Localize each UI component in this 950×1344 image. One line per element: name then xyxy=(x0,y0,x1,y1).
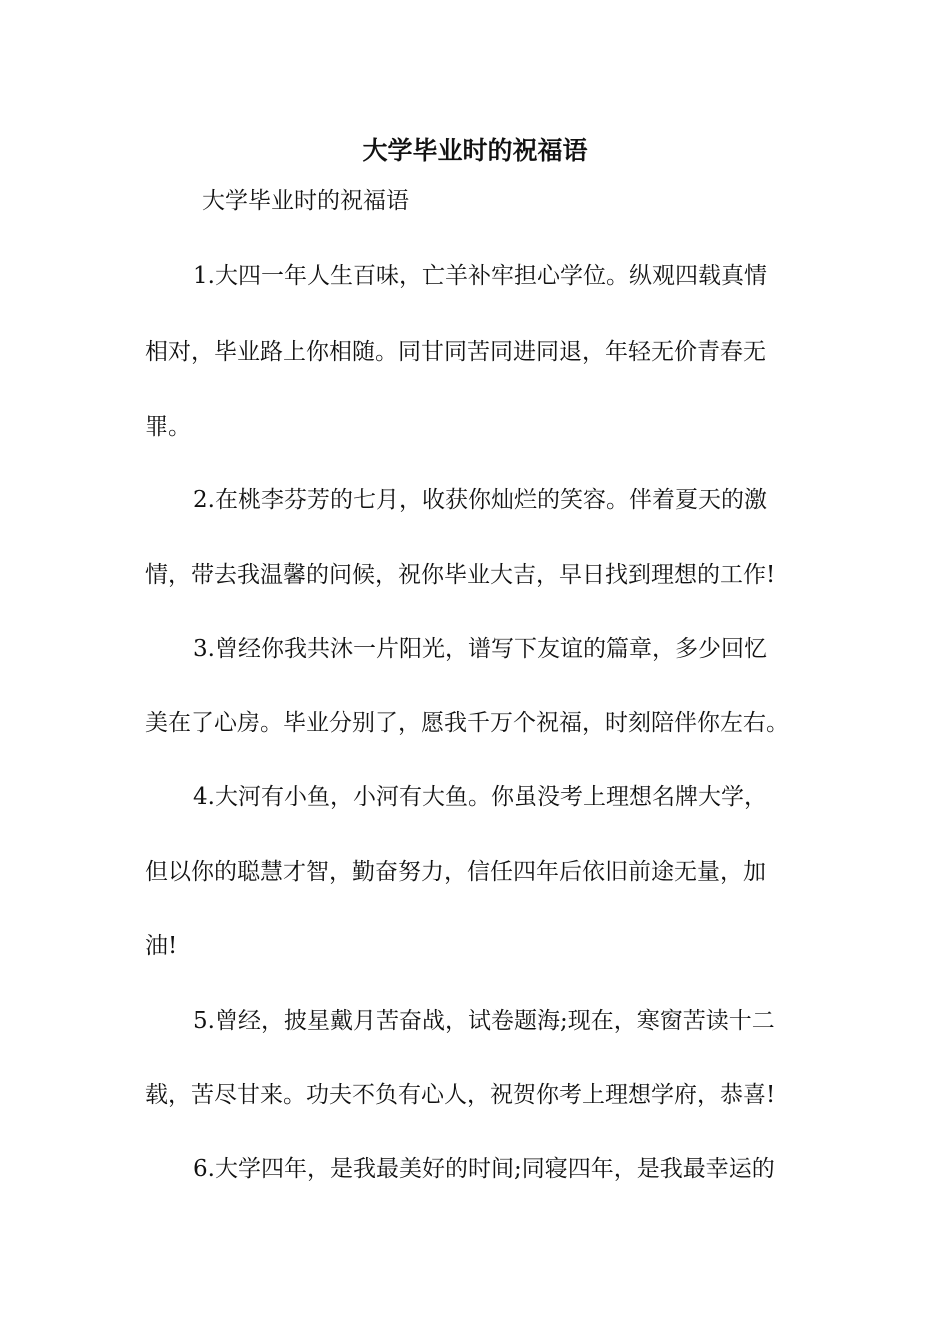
paragraph-3-line-1: 3.曾经你我共沐一片阳光，谱写下友谊的篇章，多少回忆 xyxy=(193,636,767,662)
paragraph-2-line-1: 2.在桃李芬芳的七月，收获你灿烂的笑容。伴着夏天的激 xyxy=(193,487,767,513)
document-subtitle: 大学毕业时的祝福语 xyxy=(202,188,409,214)
paragraph-3-line-2: 美在了心房。毕业分别了，愿我千万个祝福，时刻陪伴你左右。 xyxy=(145,710,789,736)
paragraph-6-line-1: 6.大学四年，是我最美好的时间;同寝四年，是我最幸运的 xyxy=(193,1156,775,1182)
paragraph-1-line-2: 相对，毕业路上你相随。同甘同苦同进同退，年轻无价青春无 xyxy=(145,339,766,365)
paragraph-1-line-3: 罪。 xyxy=(145,414,191,440)
paragraph-4-line-1: 4.大河有小鱼，小河有大鱼。你虽没考上理想名牌大学， xyxy=(193,784,767,810)
paragraph-1-line-1: 1.大四一年人生百味，亡羊补牢担心学位。纵观四载真情 xyxy=(193,263,767,289)
paragraph-5-line-2: 载，苦尽甘来。功夫不负有心人，祝贺你考上理想学府，恭喜! xyxy=(145,1082,776,1108)
paragraph-4-line-3: 油! xyxy=(145,933,178,959)
paragraph-5-line-1: 5.曾经，披星戴月苦奋战，试卷题海;现在，寒窗苦读十二 xyxy=(193,1008,775,1034)
paragraph-2-line-2: 情，带去我温馨的问候，祝你毕业大吉，早日找到理想的工作! xyxy=(145,562,776,588)
document-title: 大学毕业时的祝福语 xyxy=(362,136,588,165)
paragraph-4-line-2: 但以你的聪慧才智，勤奋努力，信任四年后依旧前途无量，加 xyxy=(145,859,766,885)
